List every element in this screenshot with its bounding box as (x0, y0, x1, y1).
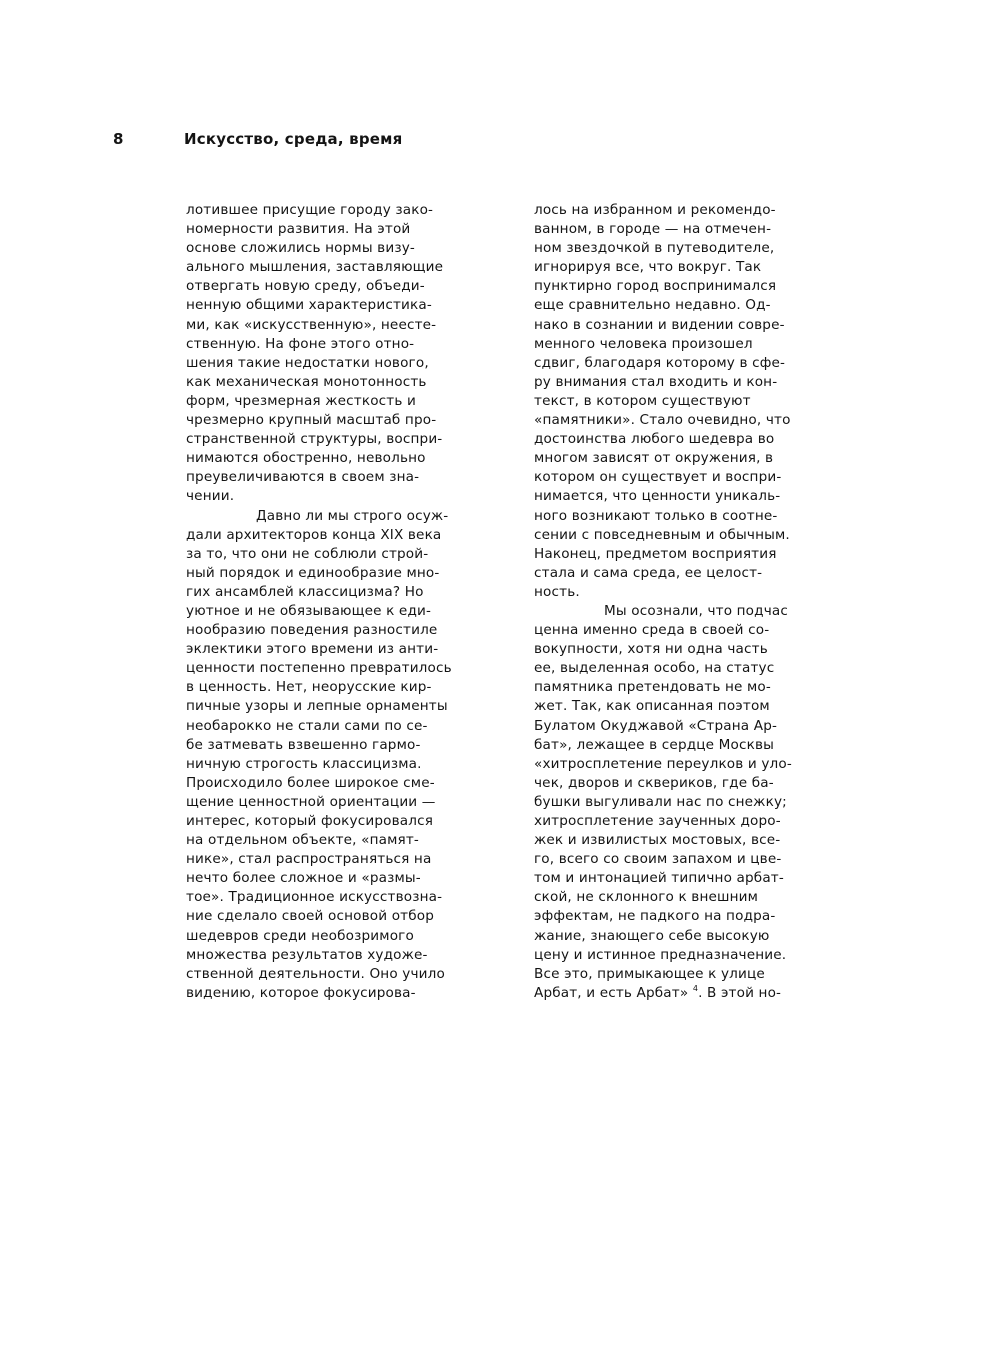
text-line: преувеличиваются в своем зна- (186, 469, 420, 486)
text-line: пичные узоры и лепные орнаменты (186, 698, 448, 715)
text-line: ми, как «искусственную», неесте- (186, 316, 437, 333)
text-line: том и интонацией типично арбат- (534, 870, 784, 887)
paragraph-start-line: Давно ли мы строго осуж- (256, 507, 449, 524)
text-line: ванном, в городе — на отмечен- (534, 221, 772, 238)
text-line: шедевров среди необозримого (186, 927, 414, 944)
text-column-left (186, 201, 521, 1003)
text-line: пунктирно город воспринимался (534, 278, 777, 295)
text-line: множества результатов художе- (186, 946, 428, 963)
text-line: жет. Так, как описанная поэтом (534, 698, 770, 715)
text-line: необарокко не стали сами по се- (186, 717, 428, 734)
text-line: номерности развития. На этой (186, 221, 411, 238)
text-line: ность. (534, 583, 580, 600)
text-line: ской, не склонного к внешним (534, 889, 759, 906)
text-line: тое». Традиционное искусствозна- (186, 889, 443, 906)
text-line: ее, выделенная особо, на статус (534, 660, 775, 677)
footnote-mark[interactable]: 4 (692, 983, 699, 993)
text-line: интерес, который фокусировался (186, 813, 434, 829)
text-line: лотившее присущие городу зако- (186, 202, 434, 218)
text-line: хитросплетение заученных доро- (534, 813, 781, 829)
text-line: в ценность. Нет, неорусские кир- (186, 679, 432, 696)
text-line: менного человека произошел (534, 335, 753, 352)
text-line: ственной деятельности. Оно учило (186, 965, 445, 982)
text-line: Булатом Окуджавой «Страна Ар- (534, 717, 778, 734)
text-line: жание, знающего себе высокую (534, 927, 770, 944)
text-line: на отдельном объекте, «памят- (186, 832, 419, 849)
text-line: ценности постепенно превратилось (186, 660, 452, 677)
text-line: чрезмерно крупный масштаб про- (186, 412, 437, 429)
text-line: Происходило более широкое сме- (186, 774, 435, 791)
text-line: эффектам, не падкого на подра- (534, 908, 776, 925)
text-line: сдвиг, благодаря которому в сфе- (534, 354, 786, 371)
text-line-with-footnote (534, 984, 869, 1003)
text-line: еще сравнительно недавно. Од- (534, 297, 771, 314)
text-line: «памятники». Стало очевидно, что (534, 412, 791, 429)
text-line: основе сложились нормы визу- (186, 240, 415, 257)
text-line: ного возникают только в соотне- (534, 507, 778, 524)
text-line: ценна именно среда в своей со- (534, 622, 770, 639)
text-line: лось на избранном и рекомендо- (534, 202, 776, 218)
text-line: го, всего со своим запахом и цве- (534, 851, 782, 868)
text-line: бушки выгуливали нас по снежку; (534, 793, 787, 810)
text-line: чек, дворов и сквериков, где ба- (534, 774, 774, 791)
text-line: бат», лежащее в сердце Москвы (534, 736, 775, 753)
text-line: ненную общими характеристика- (186, 297, 432, 314)
text-line: нике», стал распространяться на (186, 851, 432, 868)
text-line: за то, что они не соблюли строй- (186, 545, 429, 562)
text-line: Все это, примыкающее к улице (534, 965, 765, 982)
text-line: котором он существует и воспри- (534, 469, 782, 486)
text-line: «хитросплетение переулков и уло- (534, 755, 792, 772)
text-line: ственную. На фоне этого отно- (186, 335, 415, 352)
text-line: стала и сама среда, ее целост- (534, 564, 763, 581)
text-line: щение ценностной ориентации — (186, 793, 436, 810)
text-line: ный порядок и единообразие мно- (186, 564, 440, 581)
text-line: уютное и не обязывающее к еди- (186, 602, 432, 619)
paragraph-start-line: Мы осознали, что подчас (604, 602, 788, 619)
text-line: форм, чрезмерная жесткость и (186, 392, 416, 409)
text-fragment: Арбат, и есть Арбат» (534, 984, 689, 1001)
text-line: как механическая монотонность (186, 373, 427, 390)
text-line: текст, в котором существуют (534, 392, 751, 409)
text-line: гих ансамблей классицизма? Но (186, 583, 424, 600)
text-line: ние сделало своей основой отбор (186, 908, 435, 925)
text-line: ном звездочкой в путеводителе, (534, 240, 775, 257)
text-line: ру внимания стал входить и кон- (534, 373, 778, 390)
text-line: ничную строгость классицизма. (186, 755, 422, 772)
text-line: дали архитекторов конца XIX века (186, 526, 442, 543)
text-line: жек и извилистых мостовых, все- (534, 832, 781, 849)
text-line: достоинства любого шедевра во (534, 431, 775, 448)
text-line: ального мышления, заставляющие (186, 259, 444, 276)
text-column-right (534, 201, 869, 1003)
text-line: нимаются обостренно, невольно (186, 450, 426, 467)
text-line: многом зависят от окружения, в (534, 450, 774, 467)
text-line: вокупности, хотя ни одна часть (534, 641, 768, 658)
text-line: Наконец, предметом восприятия (534, 545, 777, 562)
text-line: шения такие недостатки нового, (186, 354, 429, 371)
running-title: Искусство, среда, время (184, 130, 403, 148)
running-header (0, 130, 1000, 154)
text-line: видению, которое фокусирова- (186, 984, 416, 1001)
text-line: чении. (186, 488, 235, 505)
text-line: отвергать новую среду, объеди- (186, 278, 425, 295)
text-line: эклектики этого времени из анти- (186, 641, 439, 658)
text-line: цену и истинное предназначение. (534, 946, 787, 963)
text-line: нечто более сложное и «размы- (186, 870, 421, 887)
text-fragment: . В этой но- (698, 984, 782, 1001)
text-line: игнорируя все, что вокруг. Так (534, 259, 762, 276)
text-line: памятника претендовать не мо- (534, 679, 771, 696)
text-line: бе затмевать взвешенно гармо- (186, 736, 421, 753)
text-line: сении с повседневным и обычным. (534, 526, 790, 543)
text-line: нако в сознании и видении совре- (534, 316, 785, 333)
text-line: странственной структуры, воспри- (186, 431, 443, 448)
text-line: нимается, что ценности уникаль- (534, 488, 781, 505)
page-number: 8 (113, 130, 124, 148)
text-line: нообразию поведения разностиле (186, 622, 438, 639)
